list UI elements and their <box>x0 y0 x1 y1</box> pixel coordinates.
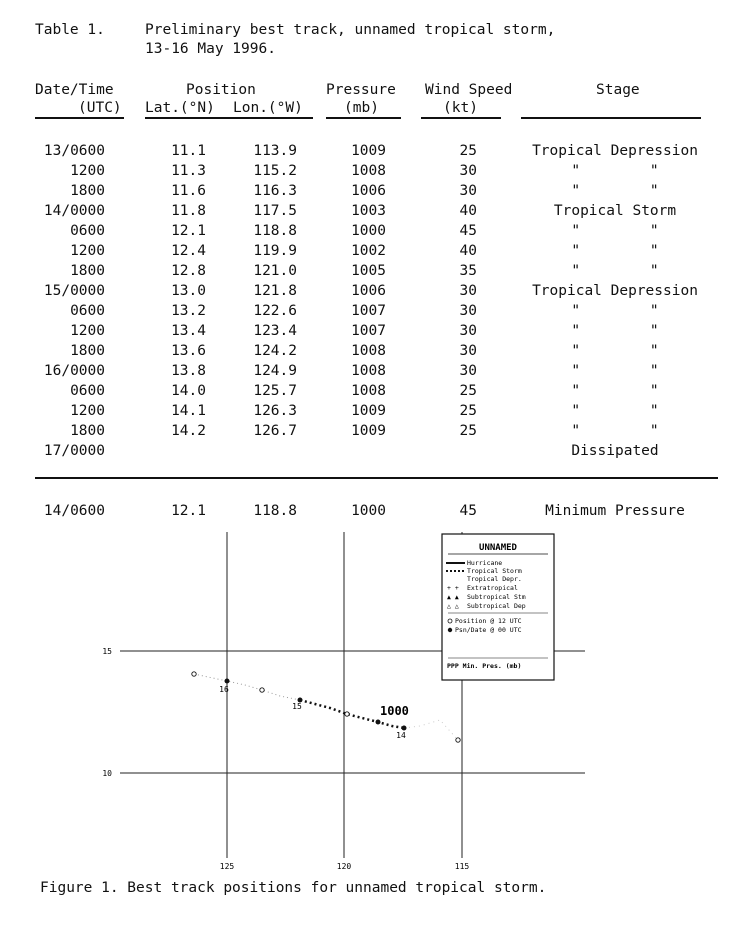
row-stage: " " <box>571 383 659 399</box>
row-datetime: 14/0000 <box>43 203 105 219</box>
row-lon: 124.2 <box>253 343 297 359</box>
legend-item-position: Position @ 12 UTC <box>455 617 522 625</box>
row-lat: 11.1 <box>171 143 206 159</box>
row-lon: 116.3 <box>253 183 297 199</box>
row-lon: 115.2 <box>253 163 297 179</box>
position-marker <box>456 738 460 742</box>
row-wind: 35 <box>459 263 477 279</box>
row-datetime: 1800 <box>70 263 105 279</box>
row-datetime: 1800 <box>70 183 105 199</box>
header-rule-position <box>145 117 313 119</box>
row-pressure: 1005 <box>351 263 386 279</box>
figure-caption: Figure 1. Best track positions for unnamed tropical storm. <box>40 880 547 896</box>
header-rule-pressure <box>326 117 401 119</box>
row-wind: 30 <box>459 183 477 199</box>
row-lat: 11.8 <box>171 203 206 219</box>
table-label: Table 1. <box>35 22 105 38</box>
row-lat: 12.1 <box>171 223 206 239</box>
row-stage: " " <box>571 303 659 319</box>
min-row-wind: 45 <box>459 503 477 519</box>
legend-title: UNNAMED <box>479 543 517 553</box>
row-lon: 118.8 <box>253 223 297 239</box>
row-wind: 40 <box>459 243 477 259</box>
row-stage: " " <box>571 223 659 239</box>
row-datetime: 1800 <box>70 343 105 359</box>
row-lon: 123.4 <box>253 323 297 339</box>
row-stage: " " <box>571 263 659 279</box>
row-stage: Dissipated <box>571 443 659 459</box>
legend-item-subtropical-stm: Subtropical Stm <box>467 593 526 601</box>
row-datetime: 17/0000 <box>43 443 105 459</box>
row-lat: 11.3 <box>171 163 206 179</box>
row-wind: 30 <box>459 343 477 359</box>
min-pressure-marker <box>376 720 381 725</box>
header-wind: Wind Speed <box>425 82 513 98</box>
row-datetime: 0600 <box>70 383 105 399</box>
row-stage: Tropical Depression <box>532 143 698 159</box>
row-lon: 119.9 <box>253 243 297 259</box>
position-marker <box>260 688 264 692</box>
row-stage: " " <box>571 243 659 259</box>
row-datetime: 0600 <box>70 303 105 319</box>
row-lat: 14.2 <box>171 423 206 439</box>
lat-label-15: 15 <box>102 647 112 656</box>
header-wind-unit: (kt) <box>443 100 478 116</box>
row-pressure: 1008 <box>351 343 386 359</box>
header-rule-wind <box>421 117 501 119</box>
row-lon: 117.5 <box>253 203 297 219</box>
row-pressure: 1007 <box>351 303 386 319</box>
row-lat: 13.8 <box>171 363 206 379</box>
row-lat: 13.2 <box>171 303 206 319</box>
row-pressure: 1006 <box>351 283 386 299</box>
legend-open-circle-icon <box>448 619 452 623</box>
row-wind: 30 <box>459 163 477 179</box>
row-datetime: 1200 <box>70 403 105 419</box>
row-lon: 126.3 <box>253 403 297 419</box>
position-marker <box>345 712 349 716</box>
min-row-lat: 12.1 <box>171 503 206 519</box>
row-datetime: 0600 <box>70 223 105 239</box>
row-stage: " " <box>571 163 659 179</box>
row-lon: 124.9 <box>253 363 297 379</box>
row-lat: 14.0 <box>171 383 206 399</box>
row-wind: 45 <box>459 223 477 239</box>
row-pressure: 1002 <box>351 243 386 259</box>
min-row-pressure: 1000 <box>351 503 386 519</box>
legend-filled-circle-icon <box>448 628 452 632</box>
min-row-lon: 118.8 <box>253 503 297 519</box>
date-label-16: 16 <box>219 685 229 694</box>
row-datetime: 1200 <box>70 243 105 259</box>
row-stage: " " <box>571 183 659 199</box>
row-pressure: 1003 <box>351 203 386 219</box>
row-datetime: 1800 <box>70 423 105 439</box>
row-wind: 40 <box>459 203 477 219</box>
legend-item-subtropical-dep: Subtropical Dep <box>467 602 526 610</box>
row-wind: 25 <box>459 143 477 159</box>
row-datetime: 1200 <box>70 163 105 179</box>
row-wind: 25 <box>459 423 477 439</box>
table-title-line1: Preliminary best track, unnamed tropical storm, <box>145 22 556 38</box>
table-separator <box>35 477 718 479</box>
header-pressure-unit: (mb) <box>344 100 379 116</box>
header-lon: Lon.(°W) <box>233 100 303 116</box>
header-pressure: Pressure <box>326 82 396 98</box>
row-pressure: 1000 <box>351 223 386 239</box>
row-lat: 13.0 <box>171 283 206 299</box>
header-datetime: Date/Time <box>35 82 114 98</box>
header-rule-stage <box>521 117 701 119</box>
header-lat: Lat.(°N) <box>145 100 215 116</box>
legend-item-psn-date: Psn/Date @ 00 UTC <box>455 626 522 634</box>
date-label-14: 14 <box>396 731 406 740</box>
lon-label-125: 125 <box>219 862 235 871</box>
legend <box>442 534 554 680</box>
header-rule-datetime <box>35 117 124 119</box>
lon-label-120: 120 <box>336 862 352 871</box>
row-lat: 13.6 <box>171 343 206 359</box>
row-lon: 122.6 <box>253 303 297 319</box>
row-pressure: 1009 <box>351 143 386 159</box>
row-wind: 30 <box>459 303 477 319</box>
row-datetime: 13/0600 <box>43 143 105 159</box>
row-lon: 126.7 <box>253 423 297 439</box>
position-marker <box>192 672 196 676</box>
row-datetime: 16/0000 <box>43 363 105 379</box>
row-pressure: 1008 <box>351 163 386 179</box>
row-wind: 30 <box>459 283 477 299</box>
lon-label-115: 115 <box>454 862 470 871</box>
legend-item-min-pres: PPP Min. Pres. (mb) <box>447 662 522 670</box>
legend-open-triangle-icon: △ △ <box>447 602 459 610</box>
header-datetime-unit: (UTC) <box>78 100 122 116</box>
row-stage: " " <box>571 343 659 359</box>
header-stage: Stage <box>596 82 640 98</box>
row-pressure: 1009 <box>351 423 386 439</box>
row-stage: Tropical Storm <box>553 203 677 219</box>
row-pressure: 1008 <box>351 383 386 399</box>
row-lon: 125.7 <box>253 383 297 399</box>
legend-item-tropical-depr: Tropical Depr. <box>467 575 522 583</box>
track-depression-west <box>404 720 458 740</box>
row-pressure: 1009 <box>351 403 386 419</box>
row-pressure: 1007 <box>351 323 386 339</box>
row-lon: 113.9 <box>253 143 297 159</box>
row-stage: " " <box>571 323 659 339</box>
row-stage: " " <box>571 363 659 379</box>
row-pressure: 1006 <box>351 183 386 199</box>
legend-plus-icon: + + <box>447 584 459 592</box>
row-lat: 12.4 <box>171 243 206 259</box>
legend-item-hurricane: Hurricane <box>467 559 503 567</box>
lat-label-10: 10 <box>102 769 112 778</box>
legend-filled-triangle-icon: ▲ ▲ <box>447 593 459 601</box>
row-stage: Tropical Depression <box>532 283 698 299</box>
header-position: Position <box>186 82 256 98</box>
legend-item-extratropical: Extratropical <box>467 584 518 592</box>
min-row-datetime: 14/0600 <box>43 503 105 519</box>
row-datetime: 1200 <box>70 323 105 339</box>
row-wind: 25 <box>459 383 477 399</box>
row-pressure: 1008 <box>351 363 386 379</box>
min-pressure-label: 1000 <box>380 704 409 718</box>
row-stage: " " <box>571 403 659 419</box>
row-lat: 11.6 <box>171 183 206 199</box>
date-marker-16 <box>225 679 230 684</box>
legend-item-tropical-storm: Tropical Storm <box>467 567 522 575</box>
track-map <box>0 520 745 875</box>
table-title-line2: 13-16 May 1996. <box>145 41 276 57</box>
row-wind: 30 <box>459 323 477 339</box>
row-lat: 12.8 <box>171 263 206 279</box>
row-lat: 14.1 <box>171 403 206 419</box>
date-marker-14 <box>402 726 407 731</box>
min-row-stage: Minimum Pressure <box>545 503 685 519</box>
row-wind: 30 <box>459 363 477 379</box>
row-datetime: 15/0000 <box>43 283 105 299</box>
row-lon: 121.8 <box>253 283 297 299</box>
row-stage: " " <box>571 423 659 439</box>
row-lat: 13.4 <box>171 323 206 339</box>
track-depression-east <box>194 674 300 700</box>
date-label-15: 15 <box>292 702 302 711</box>
row-lon: 121.0 <box>253 263 297 279</box>
row-wind: 25 <box>459 403 477 419</box>
